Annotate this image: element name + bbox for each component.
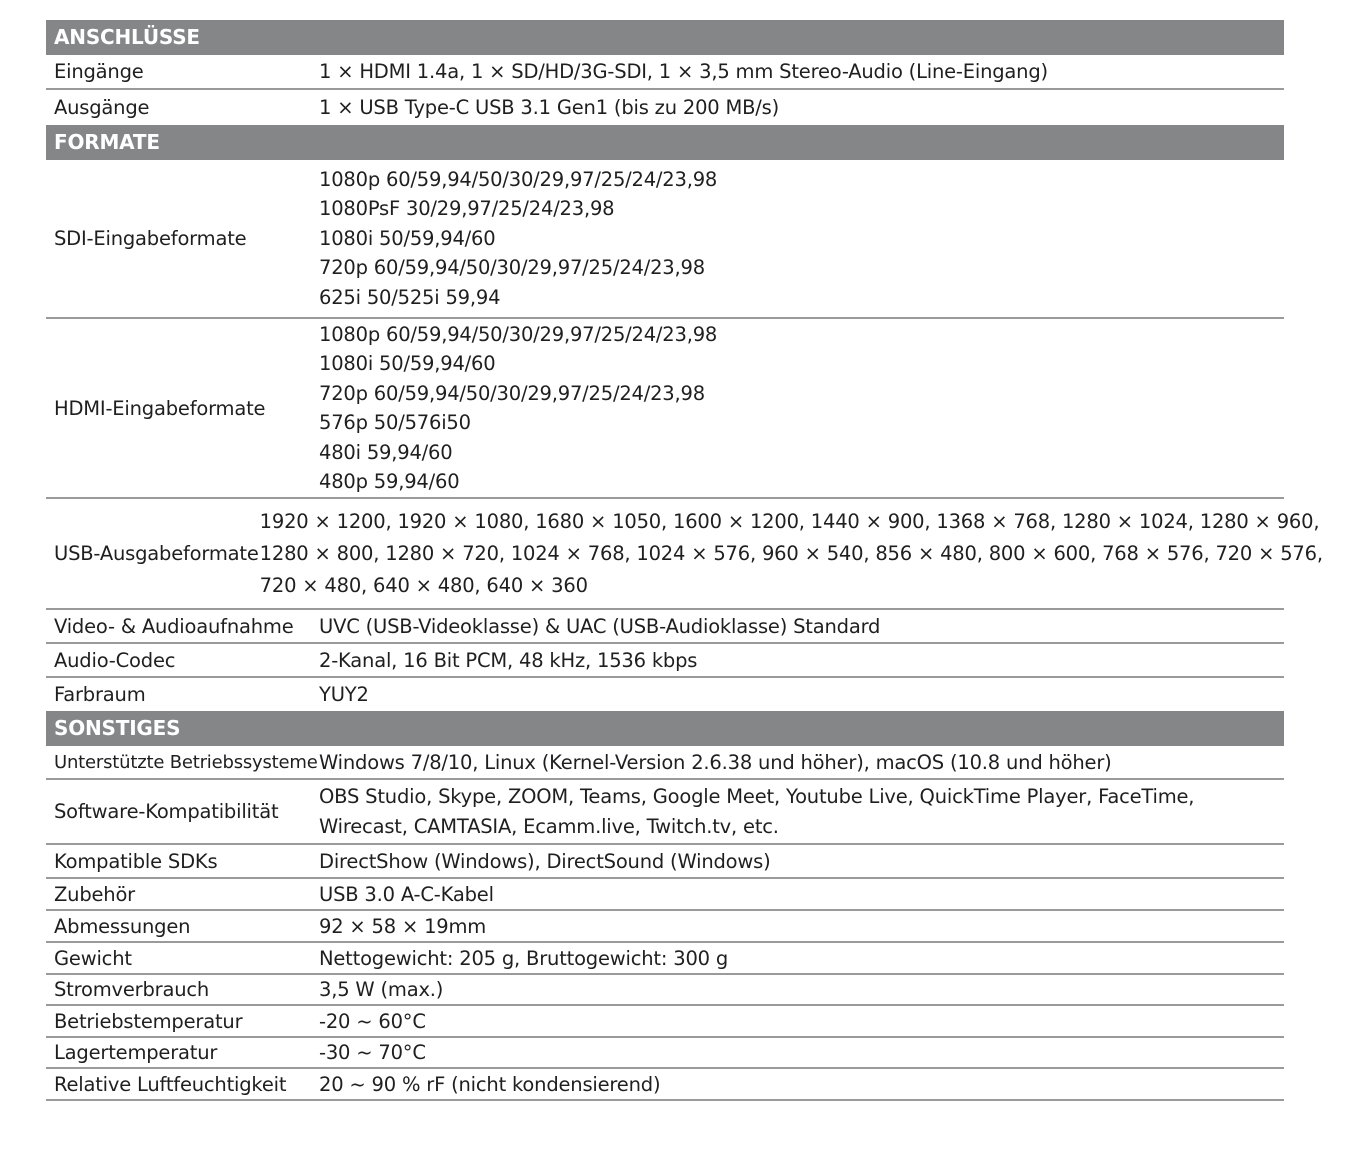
spec-label: Kompatible SDKs: [54, 849, 218, 873]
spec-value-line: 720p 60/59,94/50/30/29,97/25/24/23,98: [319, 381, 705, 405]
spec-value-line: 1080p 60/59,94/50/30/29,97/25/24/23,98: [319, 322, 718, 346]
spec-value-line: 3,5 W (max.): [319, 978, 444, 1001]
spec-row-farbraum: [46, 678, 1284, 711]
spec-row-stromverbrauch: [46, 975, 1284, 1006]
spec-row-usb-ausgabeformate: [46, 499, 1323, 610]
spec-label: Lagertemperatur: [54, 1041, 218, 1064]
spec-row-hdmi-eingabeformate: [46, 319, 1284, 499]
spec-value-line: 480p 59,94/60: [319, 470, 460, 493]
spec-value-line: -20 ~ 60°C: [319, 1009, 426, 1033]
spec-value-line: YUY2: [319, 683, 369, 706]
spec-value-line: 1080i 50/59,94/60: [319, 352, 496, 375]
spec-value-line: 625i 50/525i 59,94: [319, 285, 501, 309]
spec-row-gewicht: [46, 943, 1284, 975]
spec-row-software-kompatibilitaet: [46, 780, 1284, 845]
spec-value: [318, 55, 1284, 88]
spec-label: Unterstützte Betriebssysteme: [54, 751, 318, 773]
spec-label: HDMI-Eingabeformate: [54, 396, 266, 420]
spec-value: [318, 90, 1284, 125]
spec-value-line: 576p 50/576i50: [319, 411, 471, 434]
spec-value: [318, 160, 1284, 317]
spec-label: Relative Luftfeuchtigkeit: [54, 1072, 287, 1096]
spec-label: Audio-Codec: [54, 648, 176, 672]
spec-value-line: Nettogewicht: 205 g, Bruttogewicht: 300 g: [319, 946, 729, 970]
spec-label: SDI-Eingabeformate: [54, 227, 247, 250]
spec-value: [318, 610, 1284, 642]
spec-value: [318, 1069, 1284, 1099]
spec-value-line: 20 ~ 90 % rF (nicht kondensierend): [319, 1072, 661, 1096]
spec-label: Gewicht: [54, 946, 132, 970]
spec-value: [318, 975, 1284, 1004]
section-header-anschluesse: ANSCHLÜSSE: [46, 20, 1284, 55]
spec-value: [318, 911, 1284, 941]
spec-row-sdi-eingabeformate: [46, 160, 1284, 319]
spec-value: [318, 1006, 1284, 1036]
spec-label: Abmessungen: [54, 914, 191, 938]
spec-label: USB-Ausgabeformate: [54, 542, 259, 565]
spec-value: [318, 319, 1284, 497]
spec-label: Video- & Audioaufnahme: [54, 614, 294, 638]
spec-value-line: 1280 × 800, 1280 × 720, 1024 × 768, 1024 × 576, 960 × 540, 856 × 480, 800 × 600, 768 × 576, 720 × 576,: [259, 541, 1323, 565]
spec-value: [318, 1038, 1284, 1067]
spec-value-line: 1920 × 1200, 1920 × 1080, 1680 × 1050, 1600 × 1200, 1440 × 900, 1368 × 768, 1280 × 1024, 1280 × 960,: [259, 509, 1320, 533]
spec-value: [318, 780, 1284, 843]
spec-label: Betriebstemperatur: [54, 1009, 243, 1033]
spec-value-line: 720p 60/59,94/50/30/29,97/25/24/23,98: [319, 256, 705, 280]
spec-value-line: USB 3.0 A-C-Kabel: [319, 882, 494, 906]
spec-value-line: 1080i 50/59,94/60: [319, 226, 496, 250]
spec-label: Ausgänge: [54, 96, 150, 119]
spec-value-line: 1 × USB Type-C USB 3.1 Gen1 (bis zu 200 MB/s): [319, 96, 780, 119]
spec-value-line: 1080p 60/59,94/50/30/29,97/25/24/23,98: [319, 167, 718, 191]
spec-table: [46, 20, 1323, 1101]
spec-value-line: OBS Studio, Skype, ZOOM, Teams, Google Meet, Youtube Live, QuickTime Player, FaceTime,: [319, 785, 1195, 808]
spec-value: [318, 879, 1284, 909]
spec-label: Farbraum: [54, 683, 146, 706]
spec-value-line: Windows 7/8/10, Linux (Kernel-Version 2.6.38 und höher), macOS (10.8 und höher): [319, 750, 1112, 774]
spec-row-video-audioaufnahme: [46, 610, 1284, 644]
spec-value: [318, 845, 1284, 877]
spec-value: [259, 499, 1323, 608]
spec-label: Software-Kompatibilität: [54, 800, 279, 823]
spec-value-line: -30 ~ 70°C: [319, 1041, 426, 1064]
spec-value-line: 720 × 480, 640 × 480, 640 × 360: [259, 573, 588, 597]
section-header-sonstiges: SONSTIGES: [46, 711, 1284, 746]
spec-value-line: 92 × 58 × 19mm: [319, 914, 487, 938]
spec-row-lagertemperatur: [46, 1038, 1284, 1069]
spec-value-line: 480i 59,94/60: [319, 440, 453, 464]
spec-row-betriebstemperatur: [46, 1006, 1284, 1038]
spec-value: [318, 678, 1284, 711]
spec-row-abmessungen: [46, 911, 1284, 943]
spec-value-line: DirectShow (Windows), DirectSound (Windows): [319, 849, 771, 873]
spec-value-line: 2-Kanal, 16 Bit PCM, 48 kHz, 1536 kbps: [319, 648, 698, 672]
spec-row-eingaenge: [46, 55, 1284, 90]
spec-value: [318, 943, 1284, 973]
spec-value-line: 1080PsF 30/29,97/25/24/23,98: [319, 197, 615, 221]
spec-label: Stromverbrauch: [54, 978, 210, 1001]
spec-row-betriebssysteme: [46, 746, 1284, 780]
spec-row-luftfeuchtigkeit: [46, 1069, 1284, 1101]
spec-value-line: Wirecast, CAMTASIA, Ecamm.live, Twitch.tv, etc.: [319, 814, 779, 838]
spec-value-line: UVC (USB-Videoklasse) & UAC (USB-Audioklasse) Standard: [319, 614, 881, 638]
spec-label: Eingänge: [54, 60, 144, 83]
spec-value-line: 1 × HDMI 1.4a, 1 × SD/HD/3G-SDI, 1 × 3,5 mm Stereo-Audio (Line-Eingang): [319, 60, 1048, 83]
spec-row-ausgaenge: [46, 90, 1284, 125]
section-header-formate: FORMATE: [46, 125, 1284, 160]
spec-label: Zubehör: [54, 882, 135, 906]
spec-value: [318, 644, 1284, 676]
spec-row-zubehoer: [46, 879, 1284, 911]
spec-value: [318, 746, 1284, 778]
spec-row-audio-codec: [46, 644, 1284, 678]
spec-row-kompatible-sdks: [46, 845, 1284, 879]
